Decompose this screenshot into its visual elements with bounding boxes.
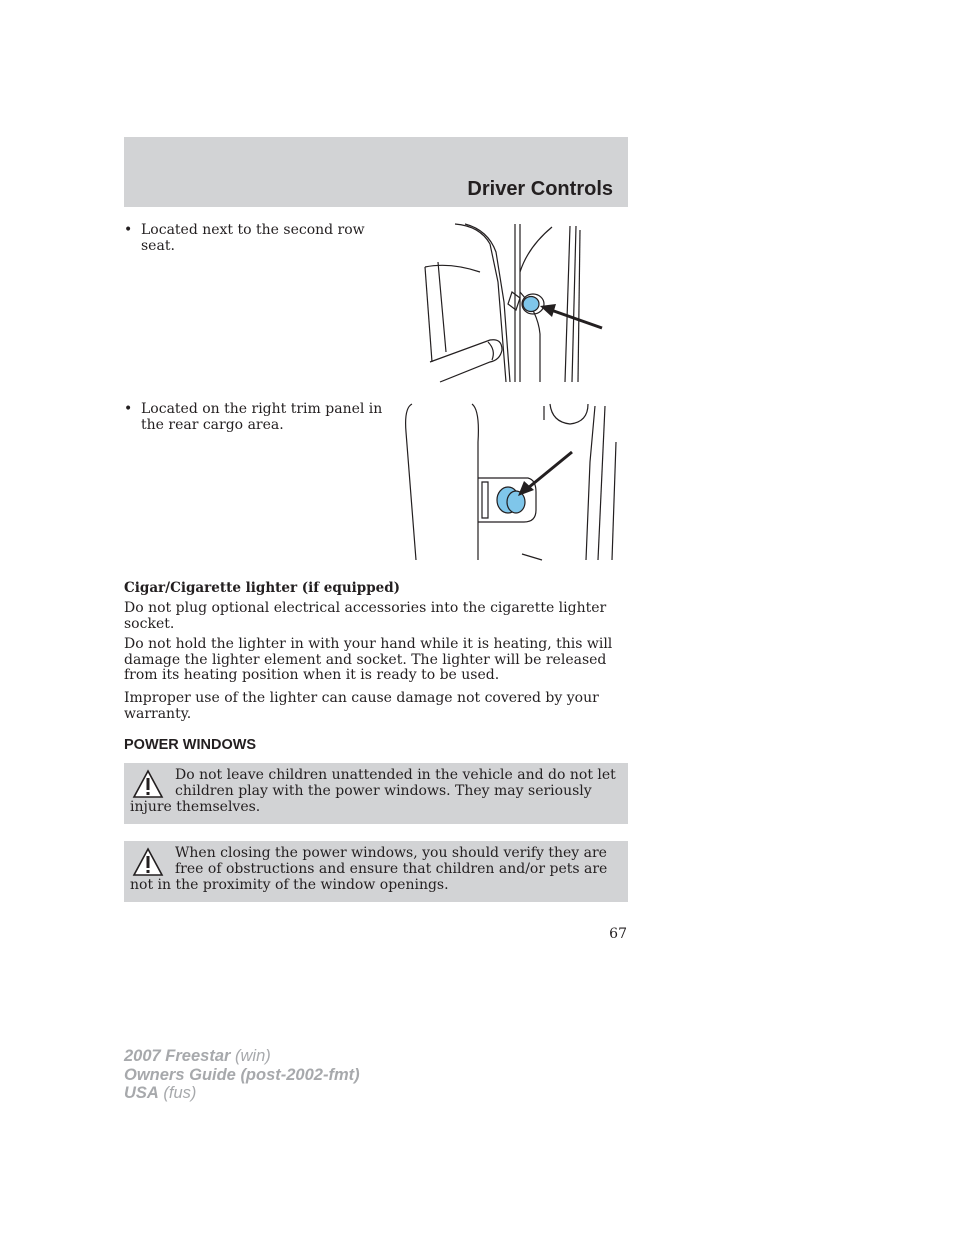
footer-guide: Owners Guide (post-2002-fmt) xyxy=(124,1065,360,1084)
page-section-title: Driver Controls xyxy=(467,178,613,200)
footer-model-code: (win) xyxy=(230,1047,271,1065)
trim-panel-line xyxy=(612,442,616,560)
lighter-paragraph: Do not hold the lighter in with your hand while it is heating, this will damage the lighter element and socket. The lighter will be released from its heating position when it is ready to be used. xyxy=(124,636,613,684)
outlet-housing xyxy=(482,482,488,518)
seat-back-line xyxy=(438,262,446,352)
bullet-glyph: • xyxy=(124,401,133,417)
arrow-icon xyxy=(528,452,572,488)
lighter-heading: Cigar/Cigarette lighter (if equipped) xyxy=(124,580,401,596)
cargo-area-outlet-illustration xyxy=(402,402,618,562)
arrow-icon xyxy=(540,304,556,317)
latch-shape xyxy=(508,292,520,310)
warning-triangle-icon xyxy=(132,847,164,877)
seat-back-line xyxy=(425,267,432,362)
footer-market: USA xyxy=(124,1084,159,1102)
lighter-paragraph: Improper use of the lighter can cause damage not covered by your warranty. xyxy=(124,690,599,722)
arrow-icon xyxy=(551,310,602,328)
warning-triangle-icon xyxy=(132,769,164,799)
document-footer xyxy=(124,1047,360,1103)
warning-box xyxy=(124,841,628,902)
trim-panel-line xyxy=(522,554,542,560)
trim-panel-line xyxy=(550,404,588,424)
seat-cushion-outline xyxy=(488,342,493,360)
footer-line xyxy=(124,1084,360,1103)
footer-line xyxy=(124,1047,360,1066)
trim-panel-line xyxy=(586,406,595,560)
second-row-outlet-illustration xyxy=(420,222,608,384)
bullet-text: Located on the right trim panel in the rear cargo area. xyxy=(141,401,383,433)
trim-panel-line xyxy=(406,404,416,560)
bullet-cargo-area xyxy=(124,401,384,433)
pillar-line xyxy=(578,230,580,382)
power-outlet-icon xyxy=(523,297,539,312)
trim-panel-line xyxy=(472,404,478,560)
footer-line xyxy=(124,1066,360,1085)
bullet-glyph: • xyxy=(124,222,133,238)
pillar-line xyxy=(565,226,570,382)
seat-edge-line xyxy=(465,224,510,382)
power-windows-heading: POWER WINDOWS xyxy=(124,737,257,753)
trim-panel-line xyxy=(598,406,605,560)
trim-panel-line xyxy=(520,227,552,272)
warning-box xyxy=(124,763,628,824)
warning-text: Do not leave children unattended in the vehicle and do not let children play with the power windows. They may seriously injure themselves. xyxy=(130,767,616,816)
footer-model: 2007 Freestar xyxy=(124,1047,231,1065)
footer-market-code: (fus) xyxy=(158,1084,197,1102)
bullet-second-row xyxy=(124,222,384,254)
page-number: 67 xyxy=(609,926,627,942)
pillar-line xyxy=(572,226,576,382)
warning-text: When closing the power windows, you should verify they are free of obstructions and ensure that children and/or pets are not in the proximity of the window openings. xyxy=(130,845,608,894)
header-band xyxy=(124,137,628,207)
lighter-paragraph: Do not plug optional electrical accessories into the cigarette lighter socket. xyxy=(124,600,607,632)
seat-back-line xyxy=(425,265,480,272)
bullet-text: Located next to the second row seat. xyxy=(141,222,365,254)
